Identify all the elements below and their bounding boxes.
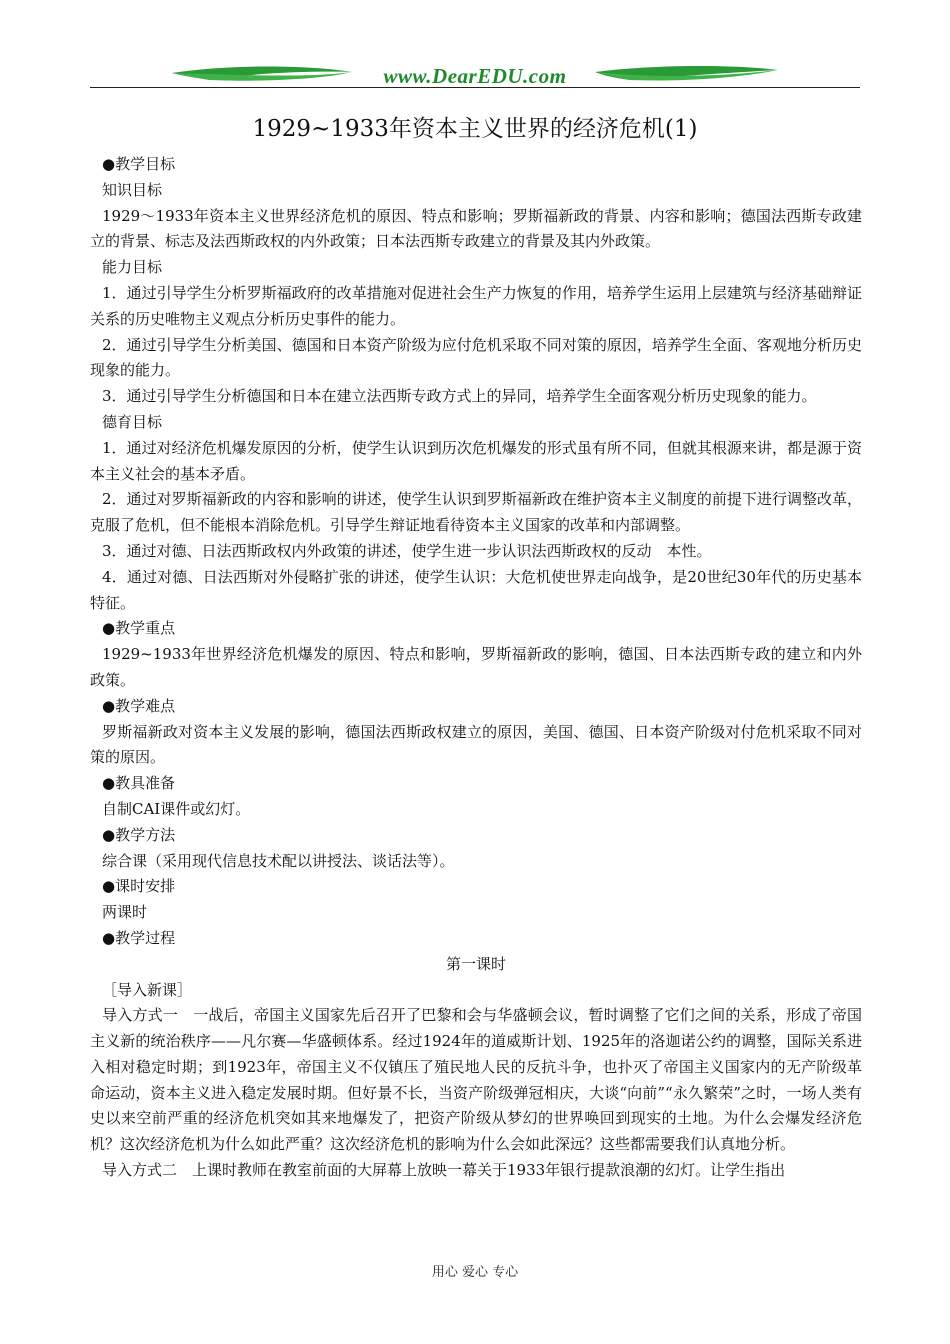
body-line: ●教学方法 — [102, 825, 176, 844]
page-footer: 用心 爱心 专心 — [431, 1265, 519, 1280]
body-line: 综合课（采用现代信息技术配以讲授法、谈话法等）。 — [102, 851, 455, 870]
body-line: ●教学过程 — [102, 928, 176, 947]
body-paragraph: 3．通过对德、日法西斯政权内外政策的讲述，使学生进一步认识法西斯政权的反动 本性。 — [102, 541, 712, 560]
body-line: 德育目标 — [102, 412, 163, 431]
body-paragraph: 1929～1933年资本主义世界经济危机的原因、特点和影响；罗斯福新政的背景、内容和影响；德国法西斯专政建立的背景、标志及法西斯政权的内外政策；日本法西斯专政建立的背景及其内外政策。 — [90, 206, 862, 251]
body-line: ●教学难点 — [102, 696, 176, 715]
body-paragraph: 1．通过对经济危机爆发原因的分析，使学生认识到历次危机爆发的形式虽有所不同，但就其根源来讲，都是源于资本主义社会的基本矛盾。 — [90, 438, 862, 483]
body-paragraph: 罗斯福新政对资本主义发展的影响，德国法西斯政权建立的原因，美国、德国、日本资产阶级对付危机采取不同对策的原因。 — [90, 722, 862, 767]
body-paragraph: 3．通过引导学生分析德国和日本在建立法西斯专政方式上的异同，培养学生全面客观分析历史现象的能力。 — [102, 387, 817, 406]
document-body — [90, 152, 862, 1184]
body-paragraph: 2．通过引导学生分析美国、德国和日本资产阶级为应付危机采取不同对策的原因，培养学生全面、客观地分析历史现象的能力。 — [90, 335, 862, 380]
body-line: 两课时 — [102, 903, 148, 922]
site-header-banner — [90, 60, 860, 90]
body-line: 知识目标 — [102, 180, 163, 199]
body-paragraph: 导入方式一 一战后，帝国主义国家先后召开了巴黎和会与华盛顿会议，暂时调整了它们之间的关系，形成了帝国主义新的统治秩序——凡尔赛—华盛顿体系。经过1924年的道威斯计划、1925年的洛迦诺公约的调整，国际关系进入相对稳定时期；到1923年，帝国主义不仅镇压了殖民地人民的反抗斗争，也扑灭了帝国主义国家内的无产阶级革命运动，资本主义进入稳定发展时期。但好景不长，当资产阶级弹冠相庆，大谈“向前”“永久繁荣”之时，一场人类有史以来空前严重的经济危机突如其来地爆发了，把资产阶级从梦幻的世界唤回到现实的土地。为什么会爆发经济危机？这次经济危机为什么如此严重？这次经济危机的影响为什么会如此深远？这些都需要我们认真地分析。 — [90, 1006, 862, 1154]
body-line: ●教具准备 — [102, 774, 176, 793]
body-paragraph: 导入方式二 上课时教师在教室前面的大屏幕上放映一幕关于1933年银行提款浪潮的幻灯。让学生指出 — [102, 1161, 786, 1180]
body-line: ●教学目标 — [102, 155, 176, 173]
body-paragraph: 1929~1933年世界经济危机爆发的原因、特点和影响，罗斯福新政的影响，德国、日本法西斯专政的建立和内外政策。 — [90, 645, 862, 689]
body-paragraph: 2．通过对罗斯福新政的内容和影响的讲述，使学生认识到罗斯福新政在维护资本主义制度的前提下进行调整改革，克服了危机，但不能根本消除危机。引导学生辩证地看待资本主义国家的改革和内部调整。 — [90, 490, 862, 535]
body-paragraph: 1．通过引导学生分析罗斯福政府的改革措施对促进社会生产力恢复的作用，培养学生运用上层建筑与经济基础辩证关系的历史唯物主义观点分析历史事件的能力。 — [90, 283, 862, 328]
body-line: 自制CAI课件或幻灯。 — [102, 799, 251, 818]
section-heading: 第一课时 — [445, 954, 506, 973]
body-line: ●教学重点 — [102, 619, 176, 638]
body-line: ●课时安排 — [102, 877, 176, 896]
logo-text[interactable]: www.DearEDU.com — [383, 64, 567, 88]
body-paragraph: 4．通过对德、日法西斯对外侵略扩张的讲述，使学生认识：大危机使世界走向战争，是20世纪30年代的历史基本特征。 — [90, 567, 862, 612]
page-title: 1929~1933年资本主义世界的经济危机(1) — [252, 116, 698, 142]
body-line: ［导入新课］ — [102, 980, 193, 999]
header-divider — [90, 87, 860, 88]
body-line: 能力目标 — [102, 258, 163, 277]
